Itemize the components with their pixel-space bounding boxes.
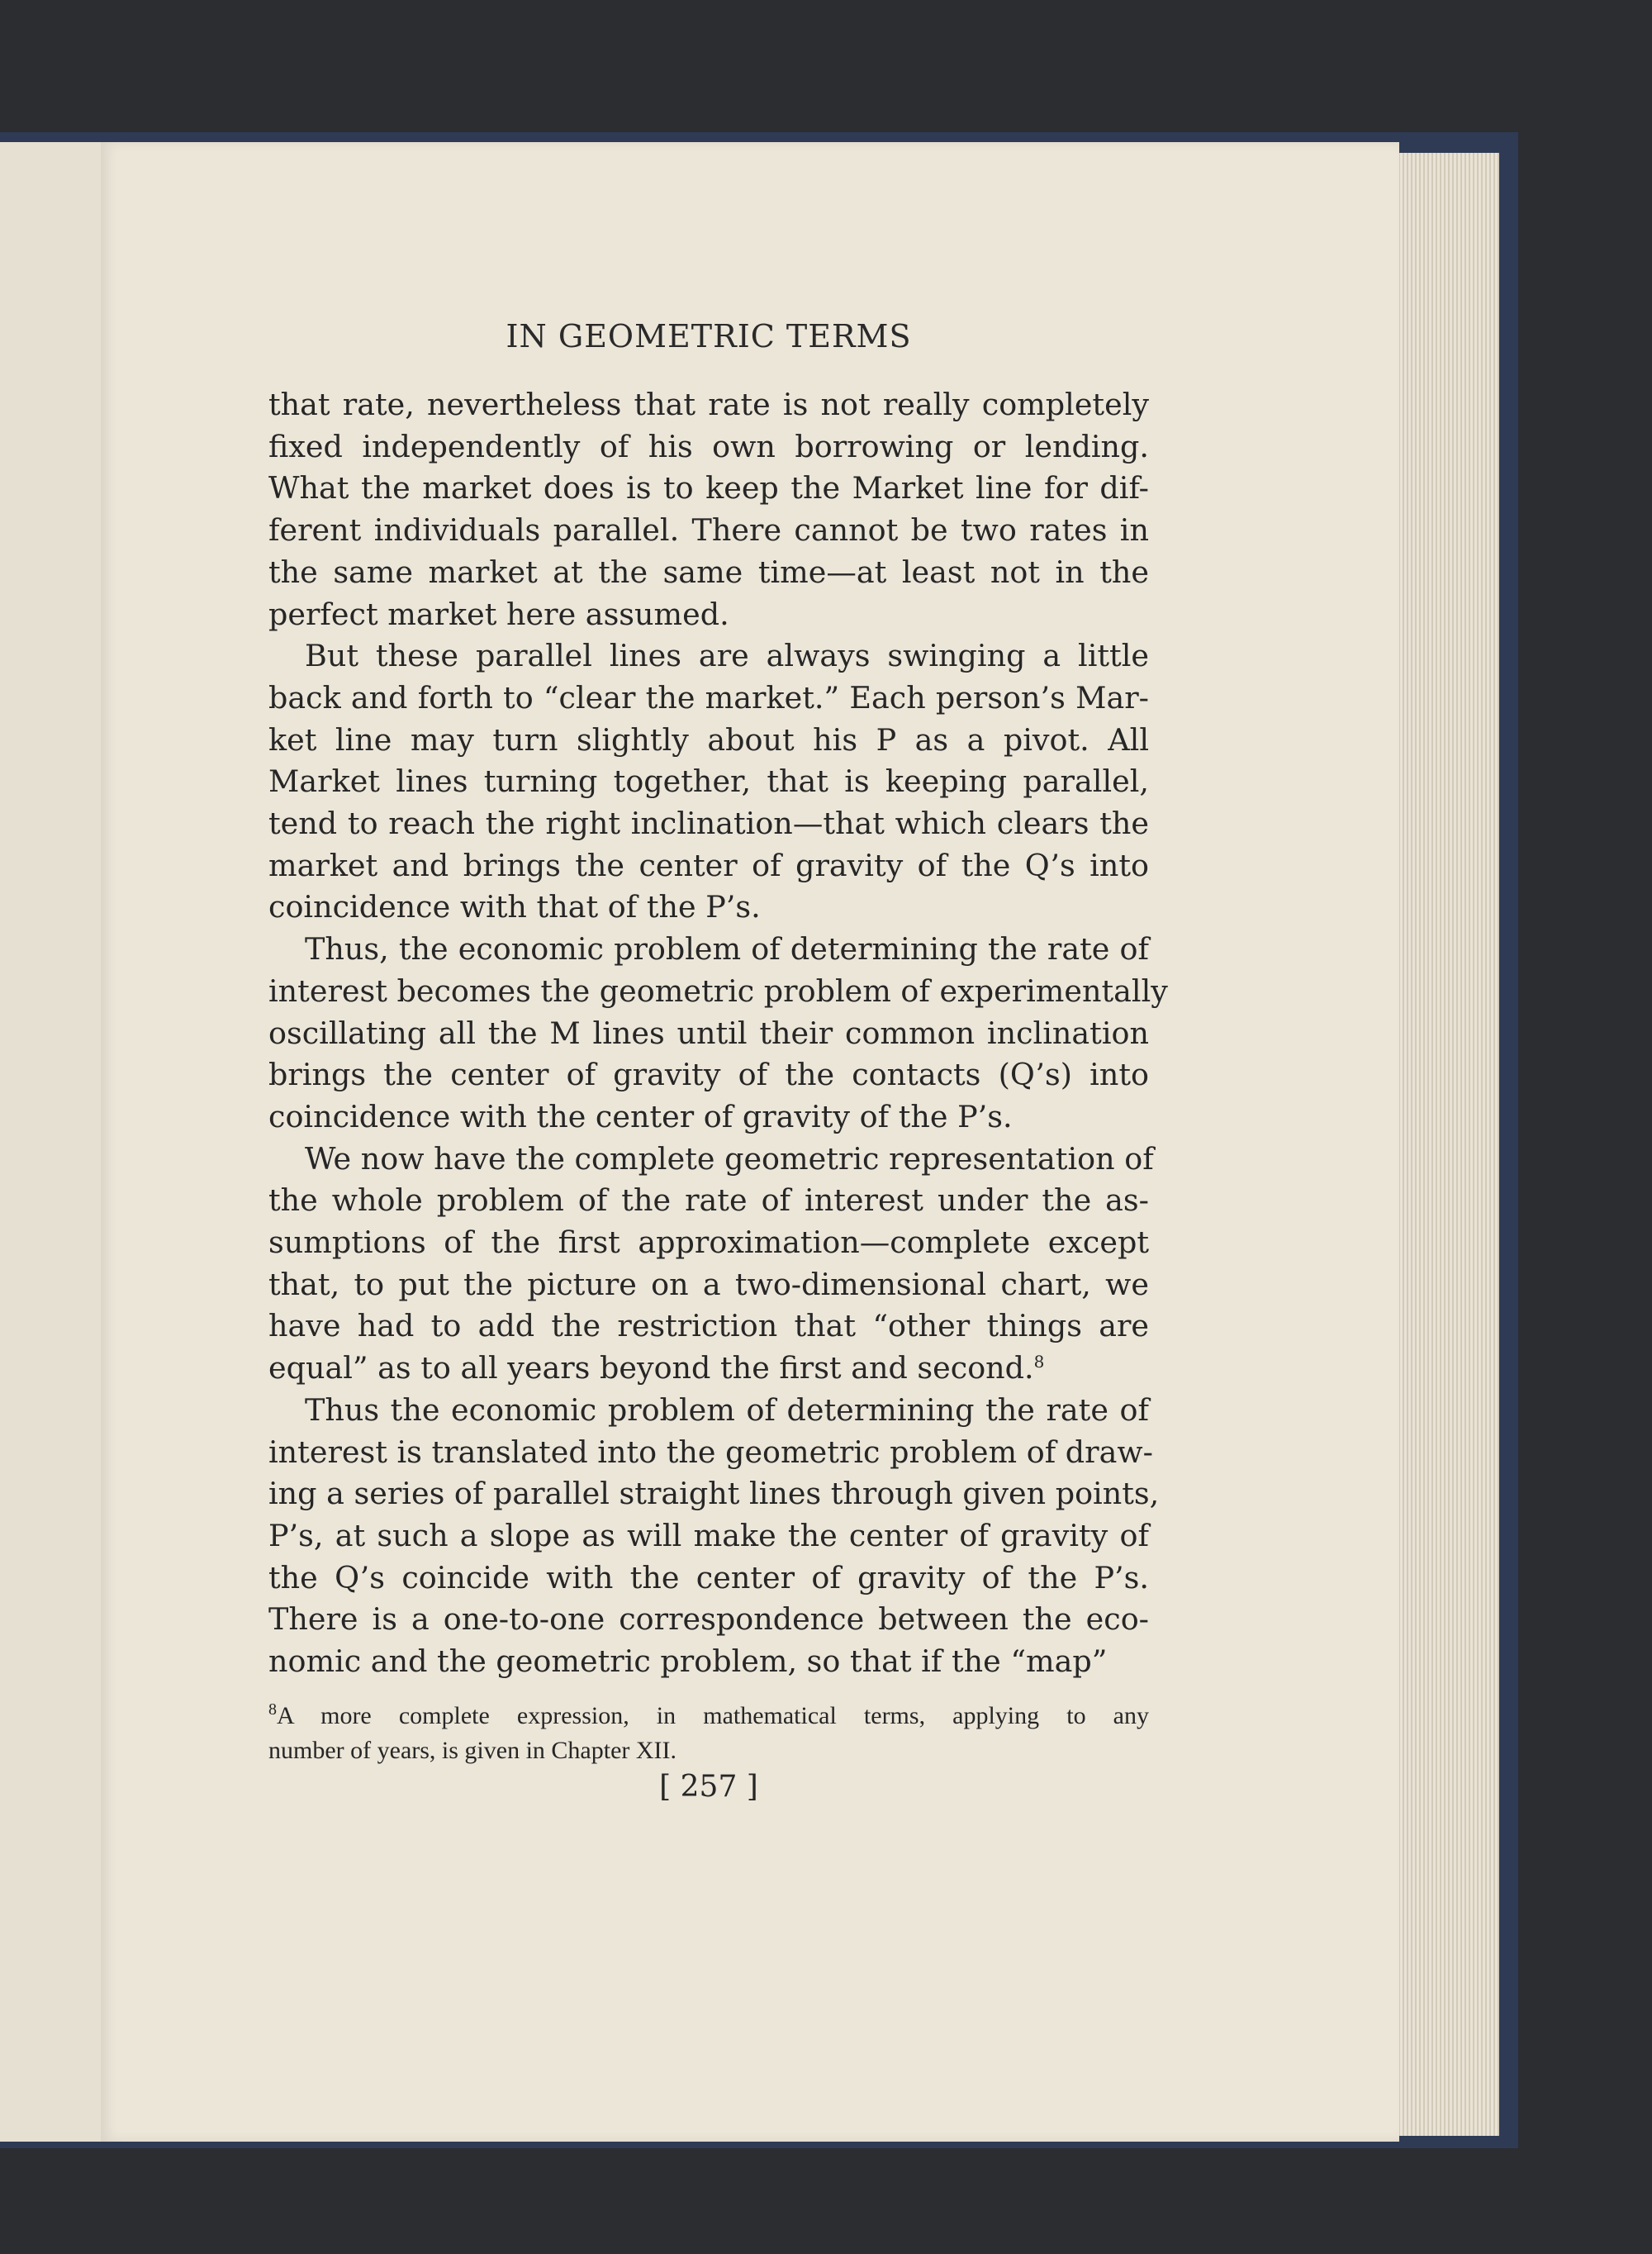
line-text: brings the center of gravity of the contacts (Q’s) into [268,1057,1149,1093]
text-line [268,383,1149,426]
line-text: have had to add the restriction that “other things are [268,1308,1149,1344]
text-line [268,467,1149,509]
text-line [268,928,1149,970]
text-line [268,1598,1149,1640]
text-line [268,1179,1149,1221]
line-text: the Q’s coincide with the center of gravity of the P’s. [268,1559,1149,1595]
line-text: coincidence with that of the P’s. [268,889,761,925]
text-line [268,509,1149,551]
text-line [268,1012,1149,1054]
line-text: interest is translated into the geometric problem of draw- [268,1434,1153,1470]
text-line [268,970,1168,1012]
page-edges [1396,153,1499,2136]
line-text: Thus the economic problem of determining the rate of [305,1391,1149,1428]
text-line [268,1263,1149,1305]
text-line [268,1640,1149,1682]
text-line [268,677,1149,719]
line-text: interest becomes the geometric problem of experimentally [268,972,1168,1009]
text-line [268,426,1149,468]
text-line [268,802,1149,844]
line-text: sumptions of the first approximation—complete except [268,1224,1149,1260]
line-text: that rate, nevertheless that rate is not really completely [268,387,1149,422]
page-number: [ 257 ] [659,1770,758,1804]
text-line [268,1515,1149,1557]
text-line [268,844,1149,887]
text-line [268,1053,1149,1096]
footnote-text: A more complete expression, in mathematical terms, applying to any [277,1702,1149,1729]
line-text: ket line may turn slightly about his P as a pivot. All [268,721,1149,758]
line-text: P’s, at such a slope as will make the center of gravity of [268,1517,1149,1553]
line-text: fixed independently of his own borrowing or lending. [268,428,1149,464]
text-line [268,719,1149,761]
text-line [268,551,1149,593]
line-text: that, to put the picture on a two-dimensional chart, we [268,1266,1149,1302]
footnote-text: number of years, is given in Chapter XII. [268,1737,677,1764]
footnote-line [268,1733,1149,1768]
line-text: There is a one-to-one correspondence between the eco- [268,1601,1149,1638]
line-text: ferent individuals parallel. There cannot be two rates in [268,512,1149,549]
running-header: IN GEOMETRIC TERMS [506,318,912,354]
line-text: tend to reach the right inclination—that which clears the [268,806,1149,841]
text-line [268,1557,1149,1599]
line-text: perfect market here assumed. [268,596,729,632]
text-line [268,1472,1160,1515]
text-line [268,1138,1154,1180]
line-text: Market lines turning together, that is keeping parallel, [268,763,1149,800]
line-text: coincidence with the center of gravity of the P’s. [268,1098,1013,1134]
line-text: market and brings the center of gravity of the Q’s into [268,847,1149,883]
left-page [0,142,102,2142]
line-text: oscillating all the M lines until their common inclination [268,1015,1149,1051]
footnote-reference: 8 [1033,1351,1045,1372]
text-line [268,1096,1149,1138]
line-text: But these parallel lines are always swinging a little [305,638,1149,674]
text-line [268,635,1149,677]
text-line [268,760,1149,802]
footnote-line [268,1699,1149,1733]
line-text: Thus, the economic problem of determining the rate of [305,931,1149,968]
text-line [268,593,1149,635]
text-line [268,1305,1149,1347]
line-text: nomic and the geometric problem, so that if the “map” [268,1643,1108,1679]
line-text: equal” as to all years beyond the first and second. [268,1350,1034,1386]
line-text: ing a series of parallel straight lines through given points, [268,1476,1160,1512]
text-line [268,1431,1153,1473]
footnote-marker: 8 [268,1700,277,1719]
text-line [268,1347,1149,1389]
line-text: back and forth to “clear the market.” Each person’s Mar- [268,679,1149,716]
line-text: We now have the complete geometric representation of [305,1140,1154,1177]
line-text: What the market does is to keep the Market line for dif- [268,470,1149,506]
text-line [268,1221,1149,1263]
line-text: the whole problem of the rate of interest under the as- [268,1182,1149,1219]
text-line [268,1389,1149,1431]
text-line [268,886,1149,928]
line-text: the same market at the same time—at least not in the [268,554,1149,590]
